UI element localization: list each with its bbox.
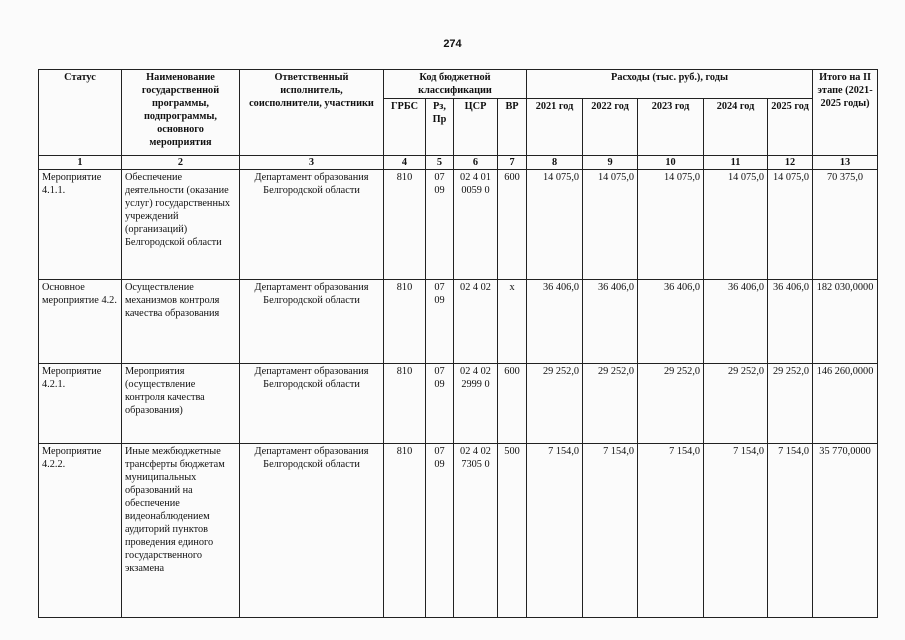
row-2025: 29 252,0 xyxy=(768,364,813,444)
row-2021: 7 154,0 xyxy=(527,444,583,618)
row-2022: 14 075,0 xyxy=(583,170,638,280)
table-row xyxy=(39,444,878,618)
row-status: Мероприятие 4.2.2. xyxy=(39,444,122,618)
row-csr: 02 4 02 xyxy=(454,280,498,364)
row-name: Иные межбюджетные трансферты бюджетам муниципальных образований на обеспечение видеонаблюдением аудиторий пунктов проведения единого государственного экзамена xyxy=(122,444,240,618)
column-number: 5 xyxy=(426,156,454,170)
header-row-1 xyxy=(39,70,878,99)
row-2025: 14 075,0 xyxy=(768,170,813,280)
row-total: 146 260,0000 xyxy=(813,364,878,444)
col-header-2022: 2022 год xyxy=(583,99,638,156)
col-header-2023: 2023 год xyxy=(638,99,704,156)
column-number: 4 xyxy=(384,156,426,170)
row-2025: 36 406,0 xyxy=(768,280,813,364)
row-total: 35 770,0000 xyxy=(813,444,878,618)
row-status: Мероприятие 4.2.1. xyxy=(39,364,122,444)
col-header-2024: 2024 год xyxy=(704,99,768,156)
row-total: 70 375,0 xyxy=(813,170,878,280)
row-vr: 500 xyxy=(498,444,527,618)
row-2024: 7 154,0 xyxy=(704,444,768,618)
row-rz-pr: 07 09 xyxy=(426,364,454,444)
table-row xyxy=(39,280,878,364)
table-row xyxy=(39,170,878,280)
budget-table xyxy=(38,69,878,618)
row-csr: 02 4 02 7305 0 xyxy=(454,444,498,618)
row-status: Основное мероприятие 4.2. xyxy=(39,280,122,364)
row-2022: 7 154,0 xyxy=(583,444,638,618)
row-csr: 02 4 01 0059 0 xyxy=(454,170,498,280)
row-name: Осуществление механизмов контроля качества образования xyxy=(122,280,240,364)
row-2021: 29 252,0 xyxy=(527,364,583,444)
row-grbs: 810 xyxy=(384,280,426,364)
row-2021: 36 406,0 xyxy=(527,280,583,364)
row-2023: 36 406,0 xyxy=(638,280,704,364)
row-rz-pr: 07 09 xyxy=(426,170,454,280)
column-number: 7 xyxy=(498,156,527,170)
row-status: Мероприятие 4.1.1. xyxy=(39,170,122,280)
col-header-executor: Ответственный исполнитель, соисполнители, участники xyxy=(240,70,384,156)
column-number: 13 xyxy=(813,156,878,170)
row-2022: 36 406,0 xyxy=(583,280,638,364)
row-2024: 29 252,0 xyxy=(704,364,768,444)
row-2023: 29 252,0 xyxy=(638,364,704,444)
col-header-vr: ВР xyxy=(498,99,527,156)
col-header-budget-code: Код бюджетной классификации xyxy=(384,70,527,99)
column-number: 2 xyxy=(122,156,240,170)
row-vr: 600 xyxy=(498,364,527,444)
row-vr: 600 xyxy=(498,170,527,280)
row-executor: Департамент образования Белгородской области xyxy=(240,444,384,618)
row-vr: х xyxy=(498,280,527,364)
row-rz-pr: 07 09 xyxy=(426,280,454,364)
row-executor: Департамент образования Белгородской области xyxy=(240,364,384,444)
column-number: 1 xyxy=(39,156,122,170)
row-grbs: 810 xyxy=(384,444,426,618)
row-2023: 7 154,0 xyxy=(638,444,704,618)
col-header-status: Статус xyxy=(39,70,122,156)
col-header-total: Итого на II этапе (2021-2025 годы) xyxy=(813,70,878,156)
row-executor: Департамент образования Белгородской области xyxy=(240,280,384,364)
row-name: Обеспечение деятельности (оказание услуг) государственных учреждений (организаций) Белгородской области xyxy=(122,170,240,280)
column-number: 8 xyxy=(527,156,583,170)
column-number: 6 xyxy=(454,156,498,170)
column-number: 12 xyxy=(768,156,813,170)
col-header-2021: 2021 год xyxy=(527,99,583,156)
row-executor: Департамент образования Белгородской области xyxy=(240,170,384,280)
col-header-rz-pr: Рз, Пр xyxy=(426,99,454,156)
col-header-expenses: Расходы (тыс. руб.), годы xyxy=(527,70,813,99)
row-total: 182 030,0000 xyxy=(813,280,878,364)
row-2022: 29 252,0 xyxy=(583,364,638,444)
row-name: Мероприятия (осуществление контроля качества образования) xyxy=(122,364,240,444)
page-number: 274 xyxy=(443,38,462,50)
col-header-program-name: Наименование государственной программы, подпрограммы, основного мероприятия xyxy=(122,70,240,156)
column-number: 11 xyxy=(704,156,768,170)
column-number: 9 xyxy=(583,156,638,170)
row-2023: 14 075,0 xyxy=(638,170,704,280)
column-number: 3 xyxy=(240,156,384,170)
col-header-2025: 2025 год xyxy=(768,99,813,156)
row-csr: 02 4 02 2999 0 xyxy=(454,364,498,444)
col-header-csr: ЦСР xyxy=(454,99,498,156)
row-rz-pr: 07 09 xyxy=(426,444,454,618)
row-2024: 14 075,0 xyxy=(704,170,768,280)
col-header-grbs: ГРБС xyxy=(384,99,426,156)
table-row xyxy=(39,364,878,444)
row-grbs: 810 xyxy=(384,364,426,444)
row-2025: 7 154,0 xyxy=(768,444,813,618)
row-2021: 14 075,0 xyxy=(527,170,583,280)
row-2024: 36 406,0 xyxy=(704,280,768,364)
row-grbs: 810 xyxy=(384,170,426,280)
column-number: 10 xyxy=(638,156,704,170)
column-number-row xyxy=(39,156,878,170)
